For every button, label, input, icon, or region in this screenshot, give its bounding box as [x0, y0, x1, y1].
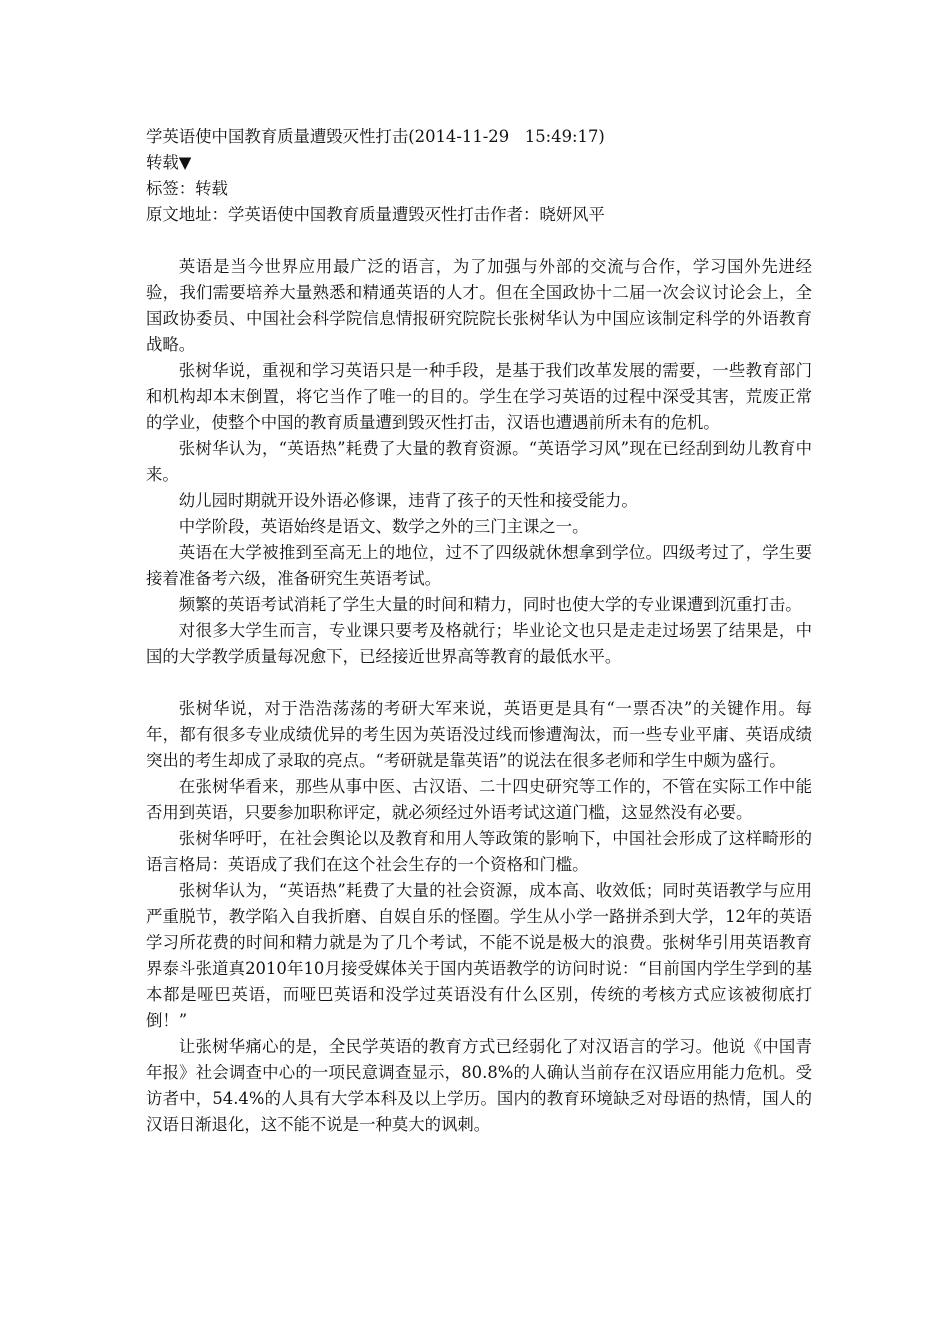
tags-line: 标签：转载 [146, 179, 228, 198]
paragraph: 张树华说，重视和学习英语只是一种手段，是基于我们改革发展的需要，一些教育部门和机构却本末倒置，将它当作了唯一的目的。学生在学习英语的过程中深受其害，荒废正常的学业，使整个中国的教育质量遭到毁灭性打击，汉语也遭遇前所未有的危机。 [146, 361, 812, 432]
paragraph: 中学阶段，英语始终是语文、数学之外的三门主课之一。 [178, 517, 589, 536]
paragraph: 频繁的英语考试消耗了学生大量的时间和精力，同时也使大学的专业课遭到沉重打击。 [178, 595, 802, 614]
paragraph: 在张树华看来，那些从事中医、古汉语、二十四史研究等工作的，不管在实际工作中能否用到英语，只要参加职称评定，就必须经过外语考试这道门槛，这显然没有必要。 [146, 777, 812, 822]
paragraph: 英语在大学被推到至高无上的地位，过不了四级就休想拿到学位。四级考过了，学生要接着准备考六级，准备研究生英语考试。 [146, 543, 812, 588]
paragraph: 张树华呼吁，在社会舆论以及教育和用人等政策的影响下，中国社会形成了这样畸形的语言格局：英语成了我们在这个社会生存的一个资格和门槛。 [146, 829, 812, 874]
paragraph: 对很多大学生而言，专业课只要考及格就行；毕业论文也只是走走过场罢了结果是，中国的大学教学质量每况愈下，已经接近世界高等教育的最低水平。 [146, 621, 812, 666]
paragraph: 张树华认为，“英语热”耗费了大量的社会资源，成本高、收效低；同时英语教学与应用严重脱节，教学陷入自我折磨、自娱自乐的怪圈。学生从小学一路拼杀到大学，12年的英语学习所花费的时间和精力就是为了几个考试，不能不说是极大的浪费。张树华引用英语教育界泰斗张道真2010年10月接受媒体关于国内英语教学的访问时说：“目前国内学生学到的基本都是哑巴英语，而哑巴英语和没学过英语没有什么区别，传统的考核方式应该被彻底打倒！” [146, 881, 812, 1030]
paragraph: 张树华说，对于浩浩荡荡的考研大军来说，英语更是具有“一票否决”的关键作用。每年，都有很多专业成绩优异的考生因为英语没过线而惨遭淘汰，而一些专业平庸、英语成绩突出的考生却成了录取的亮点。“考研就是靠英语”的说法在很多老师和学生中颇为盛行。 [146, 699, 812, 770]
source-line: 原文地址：学英语使中国教育质量遭毁灭性打击作者：晓妍风平 [146, 205, 605, 224]
paragraph: 幼儿园时期就开设外语必修课，违背了孩子的天性和接受能力。 [178, 491, 638, 510]
spacer [146, 670, 812, 696]
article-page [146, 124, 812, 1138]
spacer [146, 228, 812, 254]
paragraph: 英语是当今世界应用最广泛的语言，为了加强与外部的交流与合作，学习国外先进经验，我们需要培养大量熟悉和精通英语的人才。但在全国政协十二届一次会议讨论会上，全国政协委员、中国社会科学院信息情报研究院院长张树华认为中国应该制定科学的外语教育战略。 [146, 257, 812, 354]
paragraph: 张树华认为，“英语热”耗费了大量的教育资源。“英语学习风”现在已经刮到幼儿教育中来。 [146, 439, 812, 484]
article-title: 学英语使中国教育质量遭毁灭性打击(2014-11-29 15:49:17) [146, 127, 605, 146]
repost-toggle[interactable]: 转载▼ [146, 153, 192, 172]
paragraph: 让张树华痛心的是，全民学英语的教育方式已经弱化了对汉语言的学习。他说《中国青年报》社会调查中心的一项民意调查显示，80.8%的人确认当前存在汉语应用能力危机。受访者中，54.4%的人具有大学本科及以上学历。国内的教育环境缺乏对母语的热情，国人的汉语日渐退化，这不能不说是一种莫大的讽刺。 [146, 1037, 812, 1134]
